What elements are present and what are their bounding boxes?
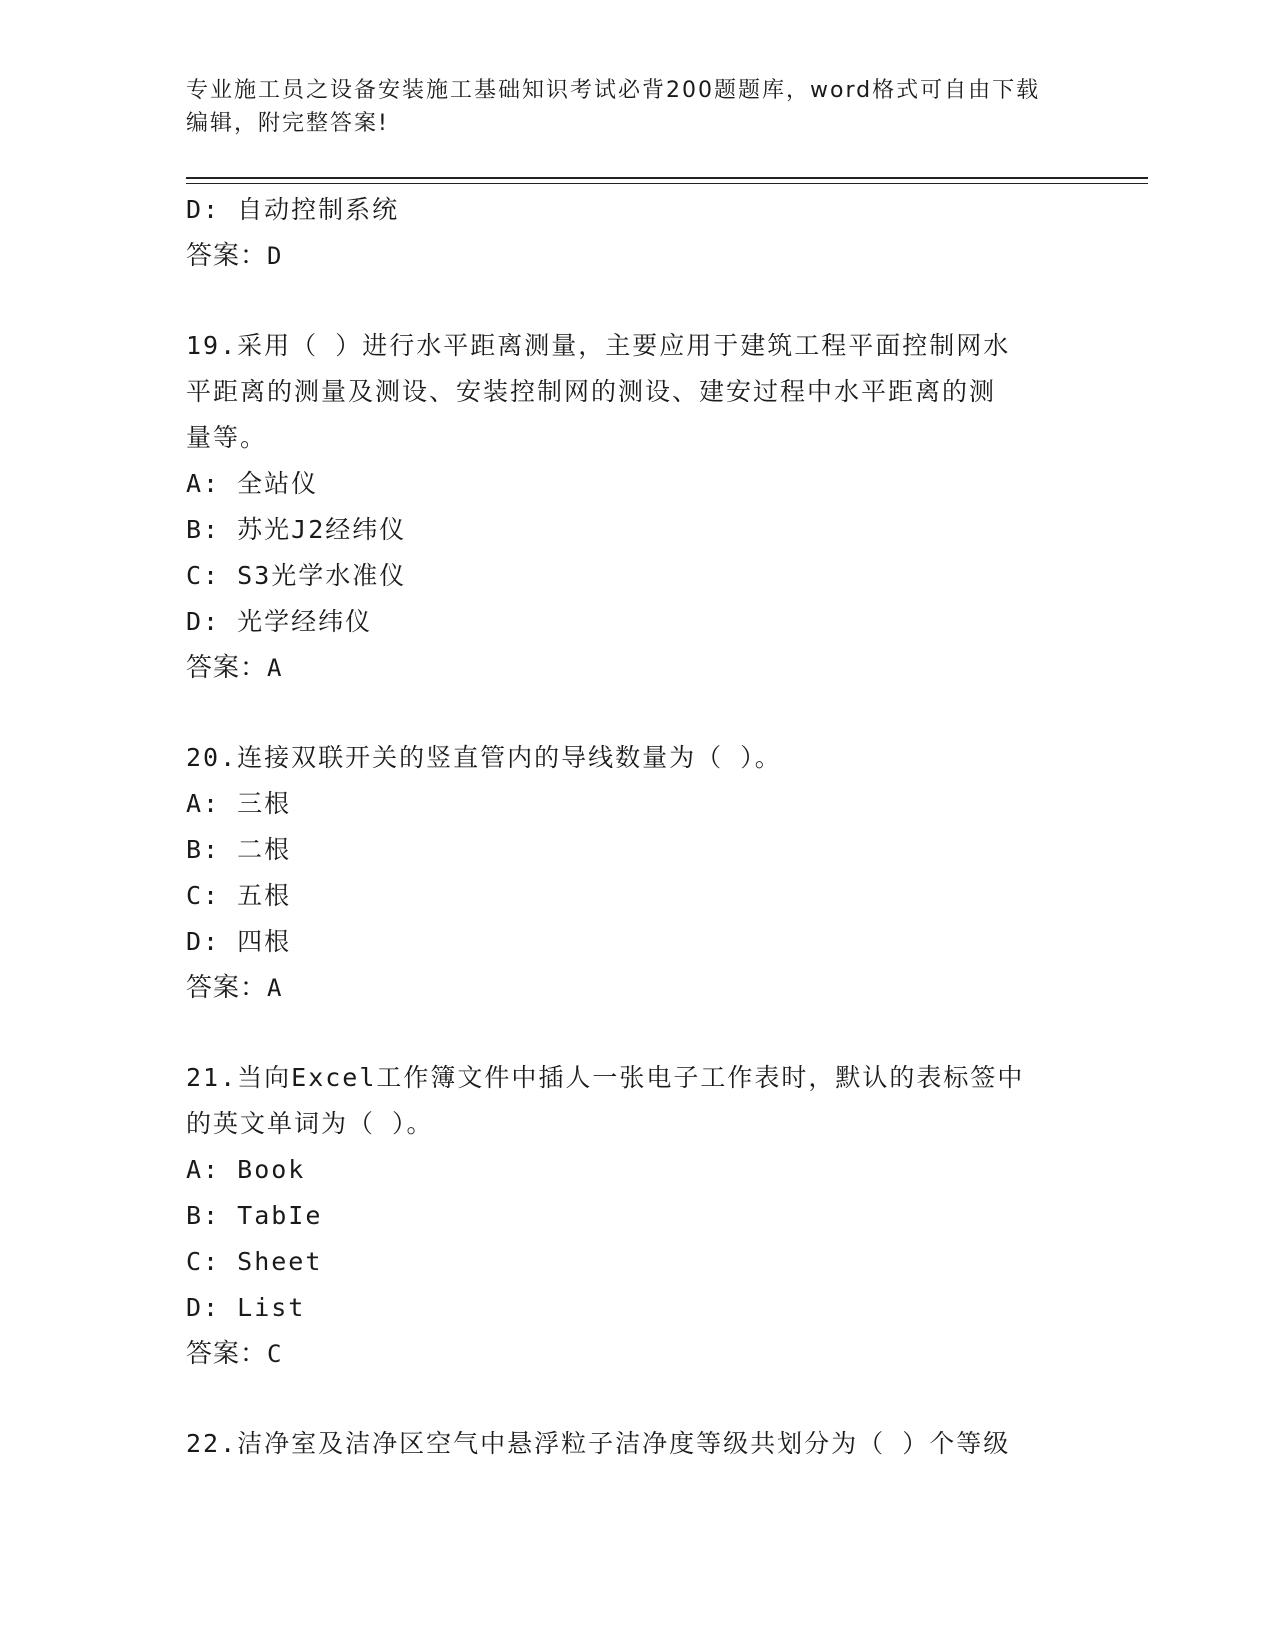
question-gap	[186, 279, 1086, 323]
question-gap	[186, 1011, 1086, 1055]
question-20	[186, 735, 1086, 1011]
question-21	[186, 1055, 1086, 1377]
option-c: C: S3光学水准仪	[186, 561, 407, 590]
question-gap	[186, 691, 1086, 735]
question-text-line: 22.洁净室及洁净区空气中悬浮粒子洁净度等级共划分为（ ）个等级	[186, 1429, 1011, 1458]
option-b: B: 二根	[186, 835, 292, 864]
answer-label: 答案：	[186, 653, 268, 683]
answer-label: 答案：	[186, 973, 268, 1003]
option-d: D: 光学经纬仪	[186, 607, 373, 636]
question-19	[186, 323, 1086, 691]
answer-label: 答案：	[186, 1339, 268, 1369]
answer-value: A	[267, 974, 283, 1002]
page-header	[186, 74, 1086, 140]
question-text-line: 19.采用（ ）进行水平距离测量，主要应用于建筑工程平面控制网水	[186, 331, 1011, 360]
option-d: D: List	[186, 1293, 306, 1322]
answer-value: C	[267, 1340, 283, 1368]
question-gap	[186, 1377, 1086, 1421]
question-text-line: 21.当向Excel工作簿文件中插人一张电子工作表时，默认的表标签中	[186, 1063, 1025, 1092]
answer-line	[186, 965, 1086, 1011]
document-body	[186, 187, 1086, 1467]
option-a: A: 三根	[186, 789, 292, 818]
header-line-1: 专业施工员之设备安装施工基础知识考试必背200题题库，word格式可自由下载	[186, 78, 1041, 103]
option-b: B: 苏光J2经纬仪	[186, 515, 407, 544]
question-text-line: 量等。	[186, 423, 268, 452]
option-b: B: TabIe	[186, 1201, 323, 1230]
question-22	[186, 1421, 1086, 1467]
header-line-2: 编辑，附完整答案!	[186, 111, 389, 136]
question-text-line: 的英文单词为（ ）。	[186, 1109, 434, 1138]
answer-line	[186, 1331, 1086, 1377]
answer-label: 答案：	[186, 241, 268, 271]
header-divider-thin	[186, 183, 1148, 184]
answer-value: A	[267, 654, 283, 682]
question-text-line: 平距离的测量及测设、安装控制网的测设、建安过程中水平距离的测	[186, 377, 997, 406]
option-d: D: 自动控制系统	[186, 195, 400, 224]
option-a: A: 全站仪	[186, 469, 319, 498]
answer-line	[186, 233, 1086, 279]
option-c: C: Sheet	[186, 1247, 323, 1276]
option-a: A: Book	[186, 1155, 306, 1184]
header-divider-thick	[186, 177, 1148, 179]
answer-line	[186, 645, 1086, 691]
option-d: D: 四根	[186, 927, 292, 956]
answer-value: D	[267, 242, 283, 270]
question-text-line: 20.连接双联开关的竖直管内的导线数量为（ ）。	[186, 743, 782, 772]
option-c: C: 五根	[186, 881, 292, 910]
